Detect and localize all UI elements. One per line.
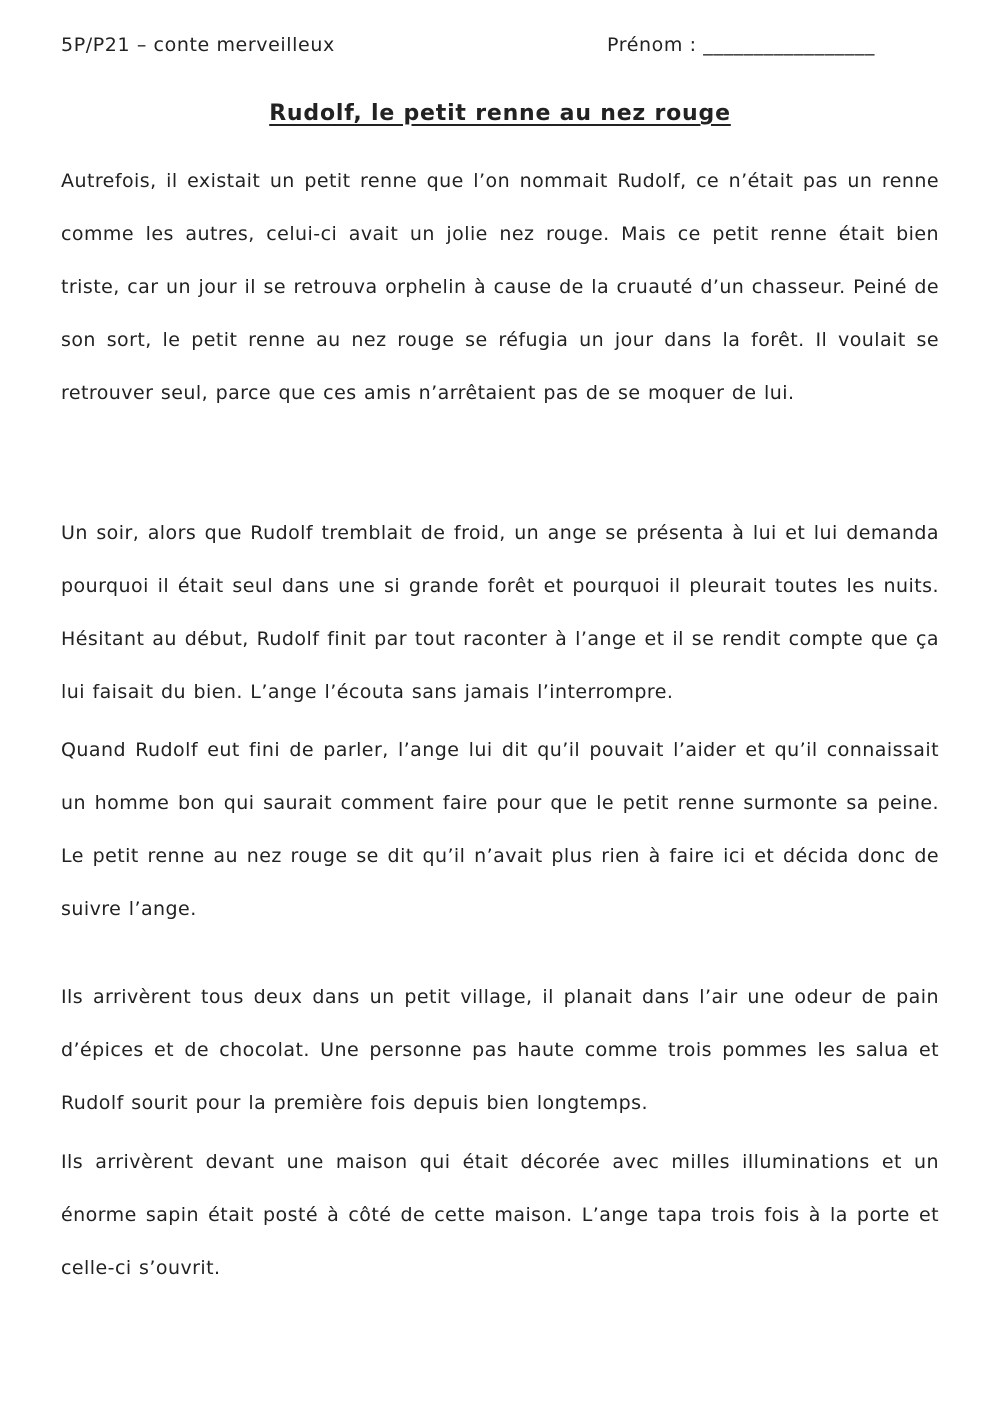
- paragraph-5: Ils arrivèrent devant une maison qui était décorée avec milles illuminations et un énorme sapin était posté à côté de cette maison. L’ange tapa trois fois à la porte et celle-ci s’ouvrit.: [61, 1151, 939, 1279]
- course-label: 5P/P21 – conte merveilleux: [61, 34, 335, 56]
- page-header: [61, 34, 939, 60]
- paragraph-2: Un soir, alors que Rudolf tremblait de froid, un ange se présenta à lui et lui demanda pourquoi il était seul dans une si grande forêt et pourquoi il pleurait toutes les nuits. Hésitant au début, Rudolf finit par tout raconter à l’ange et il se rendit compte que ça lui faisait du bien. L’ange l’écouta sans jamais l’interrompre.: [61, 522, 939, 703]
- paragraph-4: Ils arrivèrent tous deux dans un petit village, il planait dans l’air une odeur de pain d’épices et de chocolat. Une personne pas haute comme trois pommes les salua et Rudolf sourit pour la première fois depuis bien longtemps.: [61, 986, 939, 1114]
- paragraph-1: Autrefois, il existait un petit renne que l’on nommait Rudolf, ce n’était pas un renne comme les autres, celui-ci avait un jolie nez rouge. Mais ce petit renne était bien triste, car un jour il se retrouva orphelin à cause de la cruauté d’un chasseur. Peiné de son sort, le petit renne au nez rouge se réfugia un jour dans la forêt. Il voulait se retrouver seul, parce que ces amis n’arrêtaient pas de se moquer de lui.: [61, 170, 939, 404]
- story-title: Rudolf, le petit renne au nez rouge: [269, 101, 731, 126]
- paragraph-3: Quand Rudolf eut fini de parler, l’ange lui dit qu’il pouvait l’aider et qu’il connaissait un homme bon qui saurait comment faire pour que le petit renne surmonte sa peine. Le petit renne au nez rouge se dit qu’il n’avait plus rien à faire ici et décida donc de suivre l’ange.: [61, 739, 939, 920]
- first-name-field: Prénom : _________________: [607, 34, 875, 56]
